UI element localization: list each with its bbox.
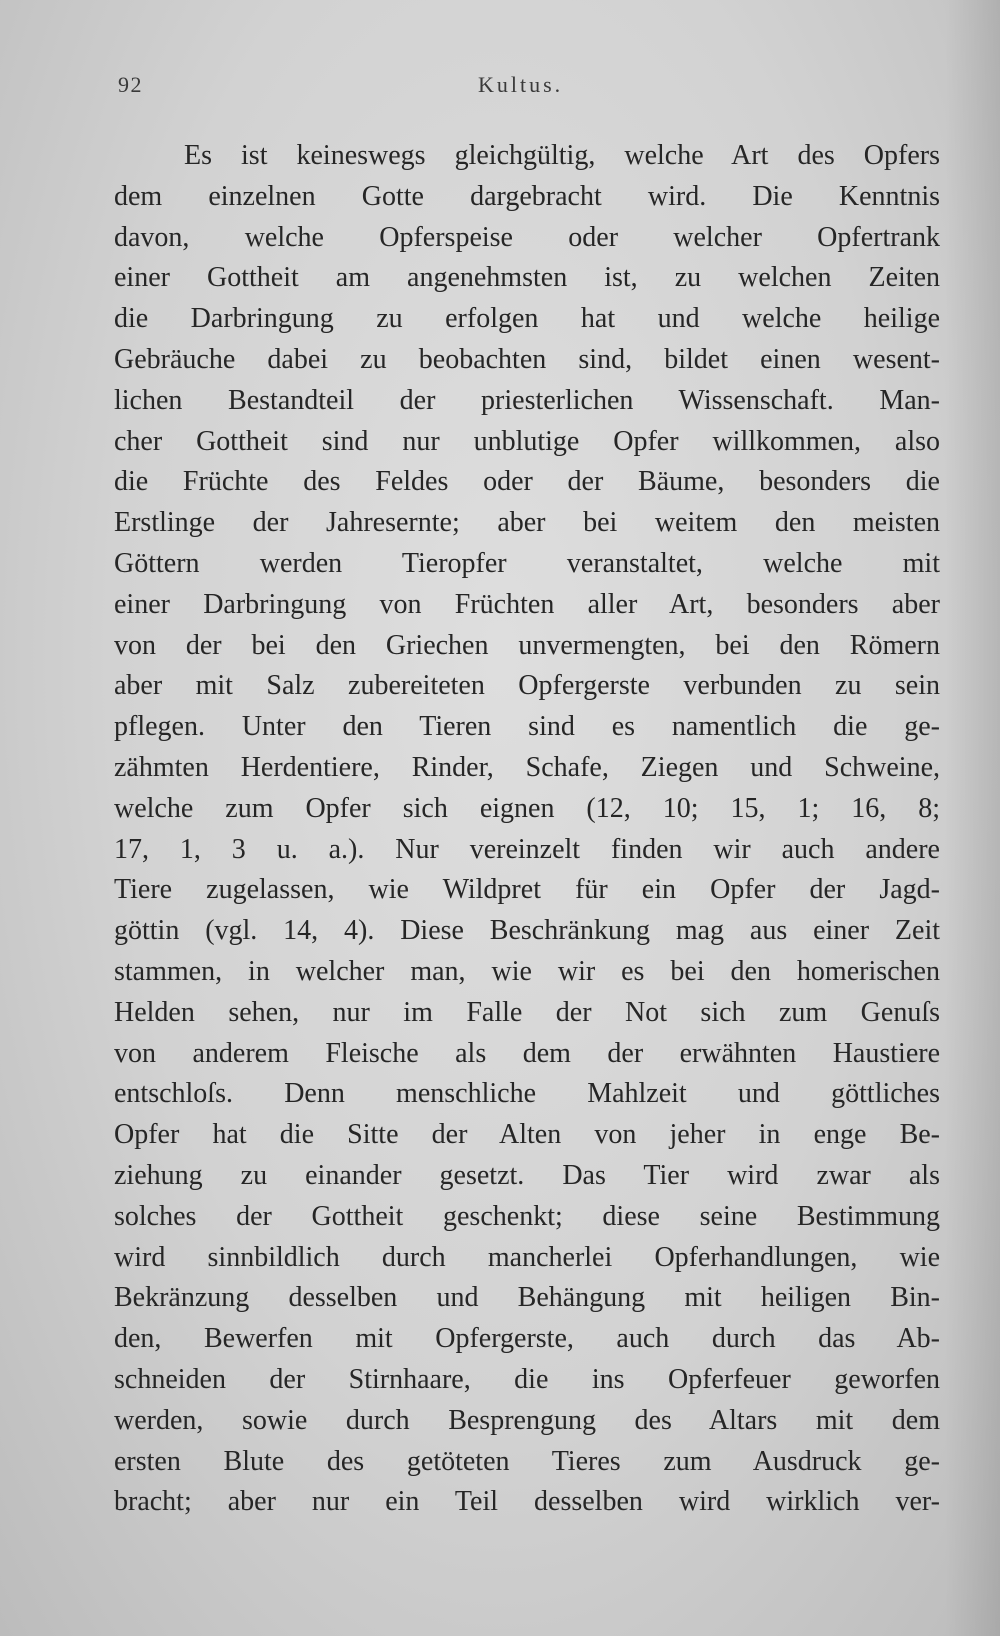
text-line: davon, welche Opferspeise oder welcher Opfertrank <box>114 221 940 253</box>
text-line: lichen Bestandteil der priesterlichen Wissenschaft. Man- <box>114 384 940 416</box>
body-text <box>114 136 940 1523</box>
running-head: Kultus. <box>478 72 564 97</box>
text-line: den, Bewerfen mit Opfergerste, auch durch das Ab- <box>114 1323 940 1355</box>
text-line: aber mit Salz zubereiteten Opfergerste verbunden zu sein <box>114 670 940 702</box>
text-line: einer Darbringung von Früchten aller Art, besonders aber <box>114 588 940 620</box>
text-line: die Früchte des Feldes oder der Bäume, besonders die <box>114 466 940 498</box>
text-line: wird sinnbildlich durch mancherlei Opferhandlungen, wie <box>114 1241 940 1273</box>
text-line: zähmten Herdentiere, Rinder, Schafe, Ziegen und Schweine, <box>114 751 940 783</box>
text-line: die Darbringung zu erfolgen hat und welche heilige <box>114 303 940 335</box>
text-line: Helden sehen, nur im Falle der Not sich zum Genuſs <box>114 996 940 1028</box>
text-line: welche zum Opfer sich eignen (12, 10; 15, 1; 16, 8; <box>114 792 940 824</box>
text-line: werden, sowie durch Besprengung des Altars mit dem <box>114 1404 940 1436</box>
text-line: dem einzelnen Gotte dargebracht wird. Die Kenntnis <box>114 180 940 212</box>
text-line: cher Gottheit sind nur unblutige Opfer willkommen, also <box>114 425 940 457</box>
text-line: stammen, in welcher man, wie wir es bei den homerischen <box>114 955 940 987</box>
text-line: schneiden der Stirnhaare, die ins Opferfeuer geworfen <box>114 1363 940 1395</box>
text-line: entschloſs. Denn menschliche Mahlzeit und göttliches <box>114 1078 940 1110</box>
text-line: Gebräuche dabei zu beobachten sind, bildet einen wesent- <box>114 343 940 375</box>
text-line: göttin (vgl. 14, 4). Diese Beschränkung mag aus einer Zeit <box>114 915 940 947</box>
text-line: bracht; aber nur ein Teil desselben wird wirklich ver- <box>114 1486 940 1518</box>
text-line: pflegen. Unter den Tieren sind es namentlich die ge- <box>114 711 940 743</box>
text-line: Bekränzung desselben und Behängung mit heiligen Bin- <box>114 1282 940 1314</box>
text-line: ersten Blute des getöteten Tieres zum Ausdruck ge- <box>114 1445 940 1477</box>
text-line: Erstlinge der Jahresernte; aber bei weitem den meisten <box>114 507 940 539</box>
text-line: von der bei den Griechen unvermengten, bei den Römern <box>114 629 940 661</box>
text-line: Opfer hat die Sitte der Alten von jeher in enge Be- <box>114 1119 940 1151</box>
text-line: 17, 1, 3 u. a.). Nur vereinzelt finden wir auch andere <box>114 833 940 865</box>
page-number: 92 <box>118 72 143 97</box>
text-line: solches der Gottheit geschenkt; diese seine Bestimmung <box>114 1200 940 1232</box>
text-line: einer Gottheit am angenehmsten ist, zu welchen Zeiten <box>114 262 940 294</box>
text-line: Es ist keineswegs gleichgültig, welche Art des Opfers <box>184 140 940 171</box>
text-line: Göttern werden Tieropfer veranstaltet, welche mit <box>114 547 940 579</box>
text-line: ziehung zu einander gesetzt. Das Tier wird zwar als <box>114 1159 940 1191</box>
text-line: von anderem Fleische als dem der erwähnten Haustiere <box>114 1037 940 1069</box>
text-line: Tiere zugelassen, wie Wildpret für ein Opfer der Jagd- <box>114 874 940 906</box>
page-edge-shadow <box>945 0 1000 1636</box>
page-header <box>118 72 948 112</box>
